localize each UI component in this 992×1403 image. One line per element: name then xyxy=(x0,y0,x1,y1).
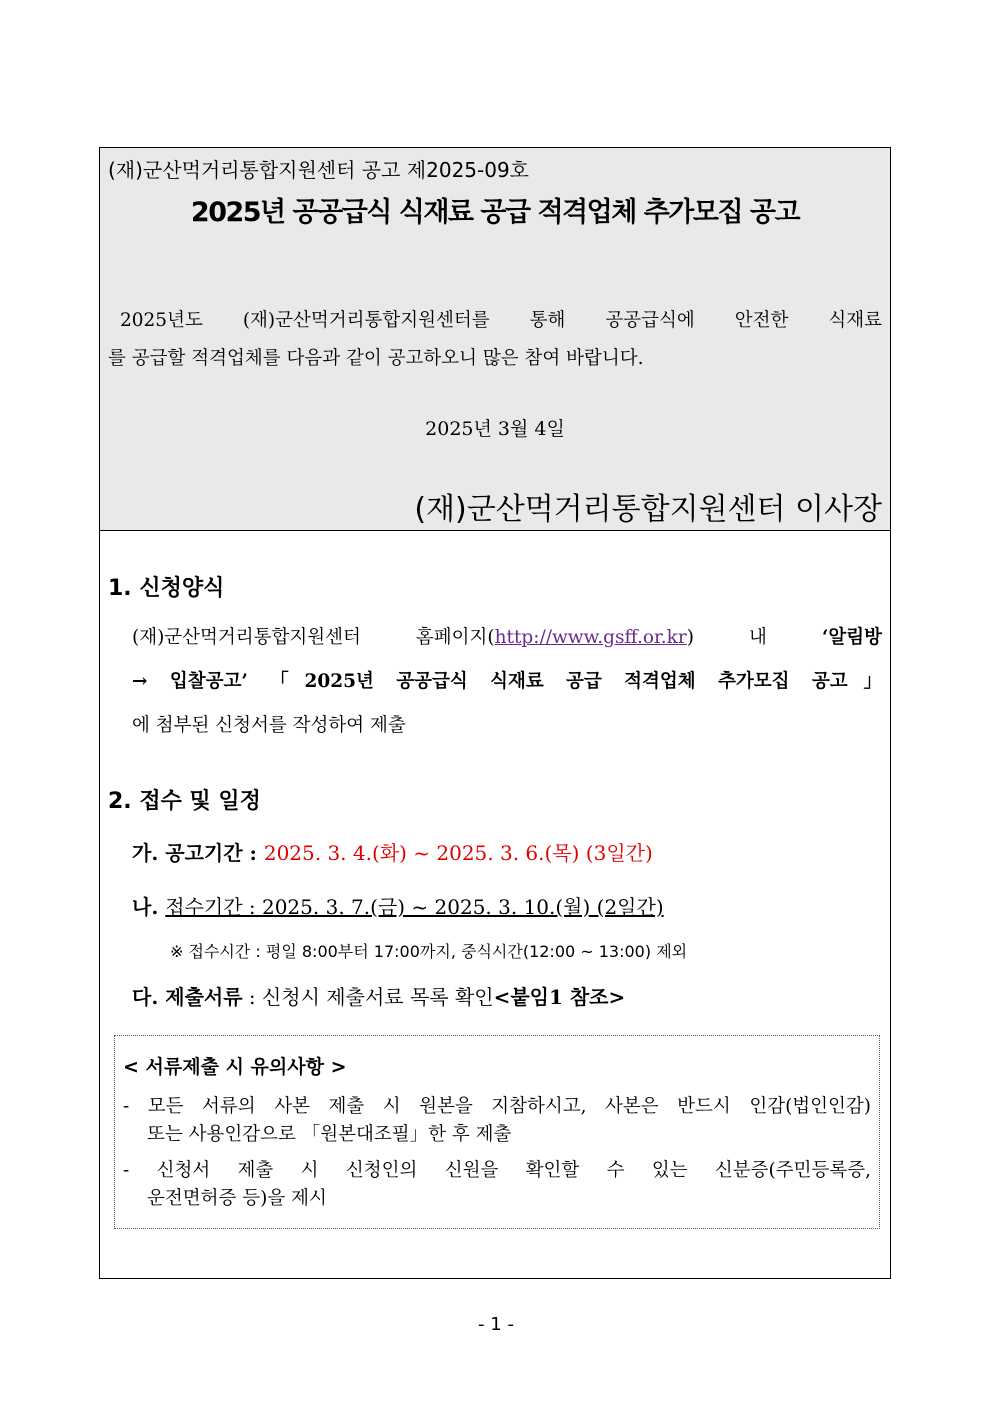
section-1-heading: 1. 신청양식 xyxy=(108,576,225,601)
schedule-item-b xyxy=(132,891,664,920)
reception-hours-note: ※ 접수시간 : 평일 8:00부터 17:00까지, 중식시간(12:00 ~ 13:00) 제외 xyxy=(170,942,688,961)
caution-item-2-line-1: - 신청서 제출 시 신청인의 신원을 확인할 수 있는 신분증(주민등록증, xyxy=(123,1160,871,1181)
section-1-line-3: 에 첨부된 신청서를 작성하여 제출 xyxy=(132,715,406,736)
schedule-item-c xyxy=(132,981,625,1010)
notice-date: 2025년 3월 4일 xyxy=(425,418,565,440)
intro-line-2: 를 공급할 적격업체를 다음과 같이 공고하오니 많은 참여 바랍니다. xyxy=(108,348,644,369)
section-1-line-1-bold: ‘알림방 xyxy=(821,627,882,648)
schedule-item-a xyxy=(132,837,653,866)
homepage-link[interactable]: http://www.gsff.or.kr xyxy=(494,627,687,648)
section-1-line-1 xyxy=(132,623,882,649)
schedule-item-b-label: 나. xyxy=(132,895,166,919)
caution-item-1-line-1: - 모든 서류의 사본 제출 시 원본을 지참하시고, 사본은 반드시 인감(법인인감) xyxy=(123,1096,871,1117)
notice-header-box xyxy=(99,147,891,531)
section-1-line-1-suffix: ) 내 xyxy=(686,627,822,648)
caution-item-2-line-2: 운전면허증 등)을 제시 xyxy=(147,1188,327,1209)
page-number: - 1 - xyxy=(478,1314,514,1335)
schedule-item-c-text: : 신청시 제출서료 목록 확인 xyxy=(242,985,494,1009)
document-title: 2025년 공공급식 식재료 공급 적격업체 추가모집 공고 xyxy=(190,197,800,228)
issuer-signature: (재)군산먹거리통합지원센터 이사장 xyxy=(414,492,882,527)
caution-title: < 서류제출 시 유의사항 > xyxy=(123,1056,347,1078)
schedule-item-a-value: 2025. 3. 4.(화) ~ 2025. 3. 6.(목) (3일간) xyxy=(263,841,653,865)
section-1-line-1-prefix: (재)군산먹거리통합지원센터 홈페이지( xyxy=(132,627,495,648)
notice-body-box xyxy=(99,530,891,1279)
caution-item-1-line-2: 또는 사용인감으로 「원본대조필」한 후 제출 xyxy=(147,1124,512,1145)
schedule-item-a-label: 가. 공고기간 : xyxy=(132,841,264,865)
section-1-line-2: → 입찰공고’ 「2025년 공공급식 식재료 공급 적격업체 추가모집 공고」 xyxy=(132,671,882,692)
caution-box xyxy=(114,1035,880,1229)
schedule-item-c-bold: <붙임1 참조> xyxy=(493,985,626,1009)
intro-paragraph xyxy=(108,302,882,378)
intro-line-1: 2025년도 (재)군산먹거리통합지원센터를 통해 공공급식에 안전한 식재료 xyxy=(120,310,882,331)
notice-number: (재)군산먹거리통합지원센터 공고 제2025-09호 xyxy=(108,158,530,182)
schedule-item-c-label: 다. 제출서류 xyxy=(132,985,243,1009)
section-2-heading: 2. 접수 및 일정 xyxy=(108,789,261,814)
schedule-item-b-value: 접수기간 : 2025. 3. 7.(금) ~ 2025. 3. 10.(월) (2일간) xyxy=(165,895,664,919)
